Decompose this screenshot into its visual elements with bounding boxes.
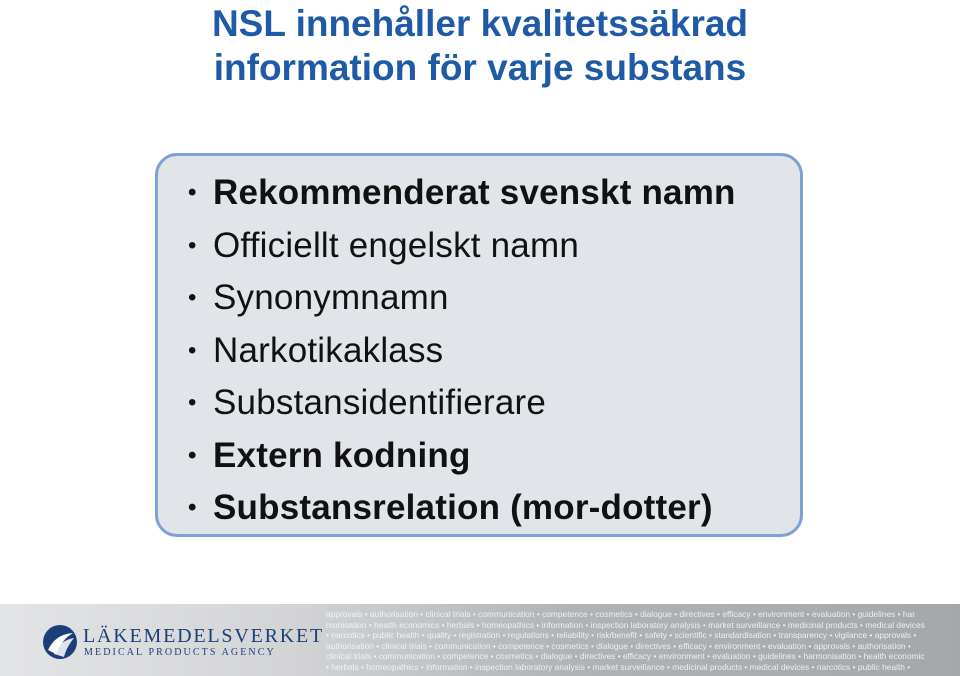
bullet-icon: •	[188, 179, 197, 206]
keyword-line: • narcotics • public health • quality • registration • regulations • reliability • risk/benefit • safety • scientific • standardisation • transparency • vigilance • approvals •	[326, 630, 917, 640]
list-item	[188, 377, 736, 430]
keyword-line: approvals • authorisation • clinical trials • communication • competence • cosmetics • dialogue • directives • efficacy • environment • evaluation • guidelines • har	[326, 609, 915, 619]
list-item-text: Narkotikaklass	[213, 330, 444, 370]
agency-subtitle: MEDICAL PRODUCTS AGENCY	[84, 647, 276, 658]
list-item	[188, 325, 736, 378]
list-item-text: Substansrelation (mor-dotter)	[213, 488, 713, 527]
list-item-text: Substansidentifierare	[213, 383, 547, 422]
keyword-cloud	[326, 609, 960, 672]
list-item	[188, 430, 736, 483]
list-item	[188, 482, 736, 535]
bullet-icon: •	[188, 231, 197, 259]
list-item-text: Synonymnamn	[213, 278, 449, 317]
bullet-list	[188, 167, 736, 535]
bullet-icon: •	[188, 336, 197, 364]
footer-banner	[0, 604, 960, 676]
bullet-icon: •	[188, 441, 197, 469]
title-line-1: NSL innehåller kvalitetssäkrad	[211, 3, 749, 44]
list-item-text: Extern kodning	[213, 435, 471, 475]
agency-name: LÄKEMEDELSVERKET	[83, 625, 324, 647]
bullet-icon: •	[188, 284, 197, 311]
agency-logo-icon	[42, 624, 78, 660]
bullet-icon: •	[188, 494, 197, 521]
keyword-line: authorisation • clinical trials • communication • competence • cosmetics • dialogue • directives • efficacy • environment • evaluation • approvals • authorisation •	[326, 640, 911, 651]
list-item-text: Officiellt engelskt namn	[213, 225, 579, 265]
keyword-line: clinical trials • communication • competence • cosmetics • dialogue • directives • efficacy • environment • evaluation • guidelines • harmonisation • health economic	[326, 651, 925, 661]
list-item	[188, 220, 736, 273]
page-title	[0, 2, 960, 90]
list-item	[188, 272, 736, 325]
bullet-icon: •	[188, 389, 197, 416]
list-item	[188, 167, 736, 220]
title-line-2: information för varje substans	[213, 47, 747, 88]
keyword-line: • herbals • homeopathics • information • inspection laboratory analysis • market surveillance • medicinal products • medical devices • narcotics • public health •	[326, 661, 911, 672]
keyword-line: monisation • health economics • herbals • homeopathics • information • inspection laboratory analysis • market surveillance • medicinal products • medical devices	[326, 619, 925, 630]
list-item-text: Rekommenderat svenskt namn	[213, 173, 736, 212]
